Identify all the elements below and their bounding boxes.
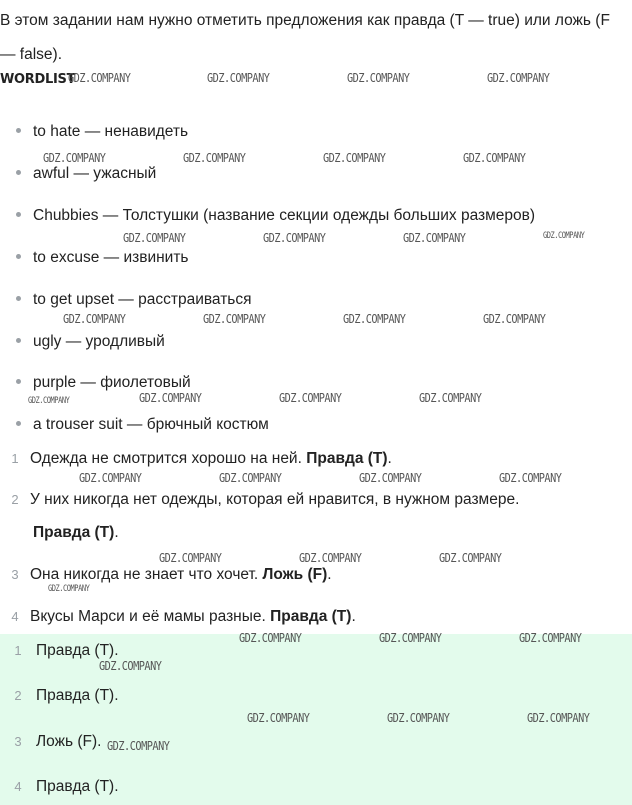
bullet-icon bbox=[16, 379, 21, 384]
watermark: GDZ.COMPANY bbox=[279, 390, 342, 405]
statement-text: Вкусы Марси и её мамы разные. bbox=[30, 608, 271, 625]
watermark: GDZ.COMPANY bbox=[323, 150, 386, 165]
statement-verdict: Правда (T) bbox=[306, 450, 388, 467]
watermark: GDZ.COMPANY bbox=[343, 311, 406, 326]
statement-number: 4 bbox=[11, 609, 19, 624]
list-item: to get upset — расстраиваться bbox=[16, 291, 252, 309]
answer-text: Правда (T). bbox=[36, 778, 119, 795]
answer-number: 4 bbox=[14, 779, 22, 794]
watermark: GDZ.COMPANY bbox=[63, 311, 126, 326]
watermark: GDZ.COMPANY bbox=[99, 658, 162, 673]
watermark: GDZ.COMPANY bbox=[379, 630, 442, 645]
watermark: GDZ.COMPANY bbox=[123, 230, 186, 245]
watermark: GDZ.COMPANY bbox=[299, 550, 362, 565]
answer-2 bbox=[0, 687, 119, 705]
bullet-icon bbox=[16, 170, 21, 175]
statement-3: 3 Она никогда не знает что хочет. Ложь (F). bbox=[0, 566, 332, 584]
list-item: purple — фиолетовый bbox=[16, 374, 191, 392]
statement-1: 1 Одежда не смотрится хорошо на ней. Правда (T). bbox=[0, 450, 392, 468]
statement-4: 4 Вкусы Марси и её мамы разные. Правда (T). bbox=[0, 608, 356, 626]
intro-text: В этом задании нам нужно отметить предложения как правда (T — true) или ложь (F — false). bbox=[0, 12, 610, 63]
list-item: a trouser suit — брючный костюм bbox=[16, 416, 269, 434]
list-item: Chubbies — Толстушки (название секции одежды больших размеров) bbox=[16, 207, 535, 225]
watermark: GDZ.COMPANY bbox=[28, 396, 70, 406]
bullet-icon bbox=[16, 296, 21, 301]
watermark: GDZ.COMPANY bbox=[463, 150, 526, 165]
answer-4 bbox=[0, 778, 119, 796]
bullet-icon bbox=[16, 338, 21, 343]
list-item: to hate — ненавидеть bbox=[16, 123, 188, 141]
watermark: GDZ.COMPANY bbox=[487, 70, 550, 85]
list-item: ugly — уродливый bbox=[16, 333, 165, 351]
watermark: GDZ.COMPANY bbox=[519, 630, 582, 645]
answer-text: Правда (T). bbox=[36, 642, 119, 659]
statement-number: 2 bbox=[11, 492, 19, 507]
bullet-icon bbox=[16, 128, 21, 133]
watermark: GDZ.COMPANY bbox=[263, 230, 326, 245]
watermark: GDZ.COMPANY bbox=[79, 470, 142, 485]
watermark: GDZ.COMPANY bbox=[43, 150, 106, 165]
watermark: GDZ.COMPANY bbox=[387, 710, 450, 725]
watermark: GDZ.COMPANY bbox=[439, 550, 502, 565]
watermark: GDZ.COMPANY bbox=[203, 311, 266, 326]
watermark: GDZ.COMPANY bbox=[347, 70, 410, 85]
answer-number: 1 bbox=[14, 643, 22, 658]
statement-text: Она никогда не знает что хочет. bbox=[30, 566, 263, 583]
statement-text: У них никогда нет одежды, которая ей нравится, в нужном размере. bbox=[30, 491, 520, 508]
watermark: GDZ.COMPANY bbox=[207, 70, 270, 85]
bullet-icon bbox=[16, 421, 21, 426]
answer-text: Правда (T). bbox=[36, 687, 119, 704]
statement-verdict: Правда (T) bbox=[33, 524, 115, 541]
watermark: GDZ.COMPANY bbox=[499, 470, 562, 485]
watermark: GDZ.COMPANY bbox=[359, 470, 422, 485]
wordlist-heading: WORDLIST bbox=[0, 72, 76, 87]
statement-verdict: Ложь (F) bbox=[262, 566, 328, 583]
bullet-icon bbox=[16, 254, 21, 259]
watermark: GDZ.COMPANY bbox=[247, 710, 310, 725]
statement-2-verdict-line: Правда (T). bbox=[33, 524, 119, 541]
watermark: GDZ.COMPANY bbox=[183, 150, 246, 165]
statement-text: Одежда не смотрится хорошо на ней. bbox=[30, 450, 307, 467]
watermark: GDZ.COMPANY bbox=[483, 311, 546, 326]
answer-number: 2 bbox=[14, 688, 22, 703]
answer-number: 3 bbox=[14, 734, 22, 749]
answer-text: Ложь (F). bbox=[36, 733, 102, 750]
watermark: GDZ.COMPANY bbox=[419, 390, 482, 405]
watermark: GDZ.COMPANY bbox=[403, 230, 466, 245]
statement-number: 1 bbox=[11, 451, 19, 466]
watermark: GDZ.COMPANY bbox=[48, 584, 90, 594]
watermark: GDZ.COMPANY bbox=[219, 470, 282, 485]
list-item: awful — ужасный bbox=[16, 165, 156, 183]
watermark: GDZ.COMPANY bbox=[239, 630, 302, 645]
statement-2 bbox=[0, 491, 519, 509]
watermark: GDZ.COMPANY bbox=[139, 390, 202, 405]
bullet-icon bbox=[16, 212, 21, 217]
watermark: GDZ.COMPANY bbox=[527, 710, 590, 725]
list-item: to excuse — извинить bbox=[16, 249, 189, 267]
answer-3 bbox=[0, 733, 101, 751]
watermark: GDZ.COMPANY bbox=[68, 70, 131, 85]
watermark: GDZ.COMPANY bbox=[159, 550, 222, 565]
statement-number: 3 bbox=[11, 567, 19, 582]
watermark: GDZ.COMPANY bbox=[543, 231, 585, 241]
watermark: GDZ.COMPANY bbox=[107, 738, 170, 753]
statement-verdict: Правда (T) bbox=[270, 608, 352, 625]
